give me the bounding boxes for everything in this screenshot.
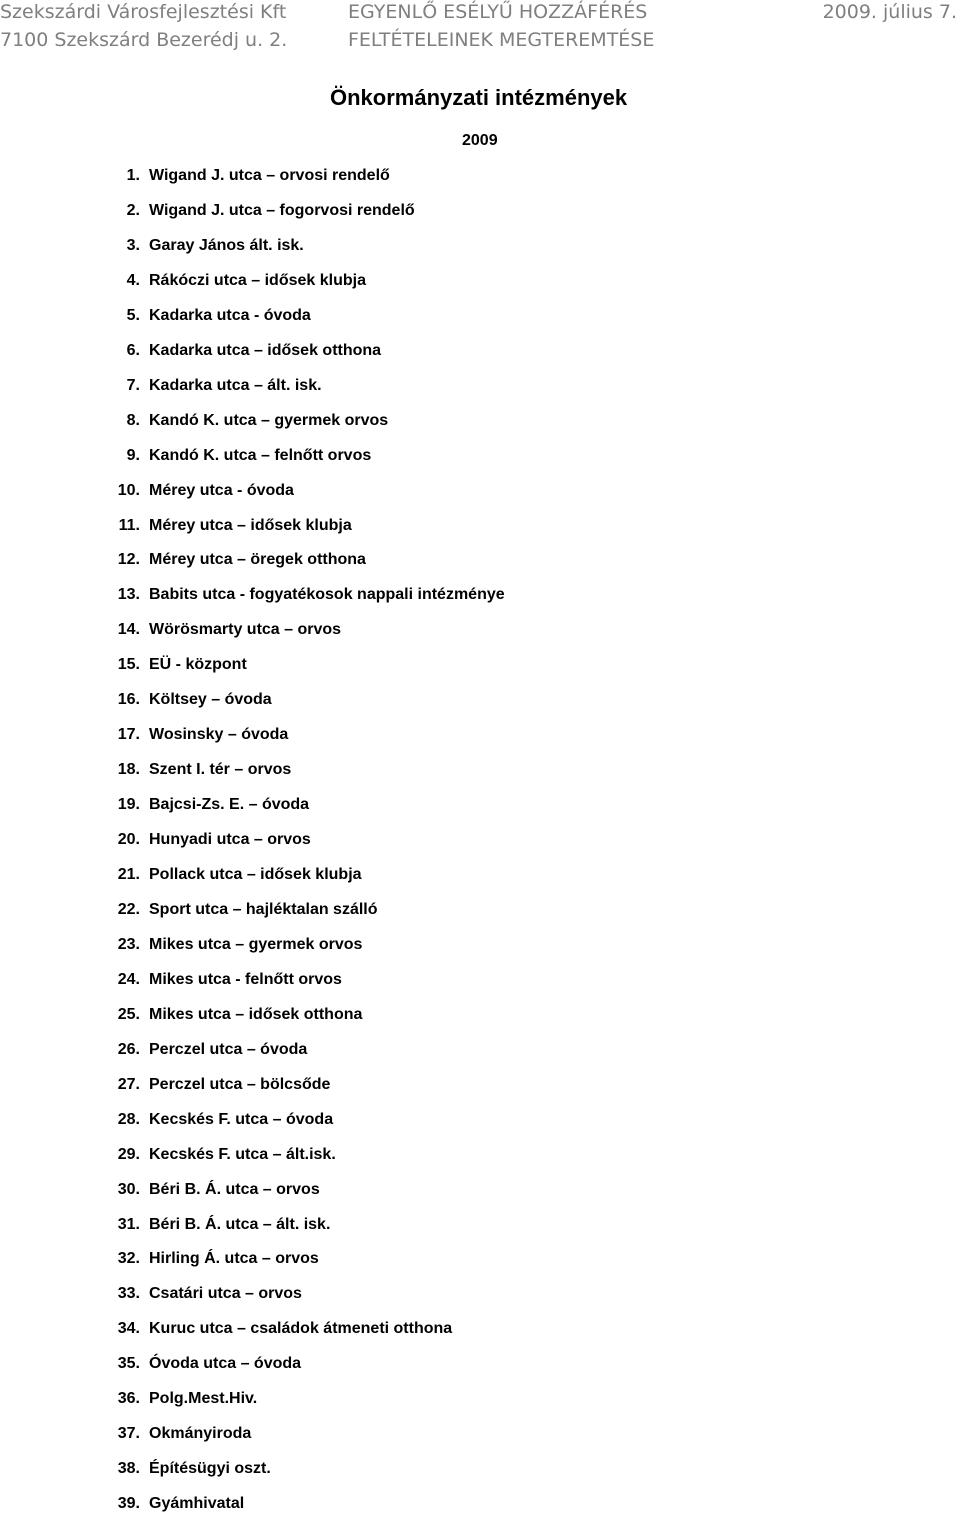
list-item-text: Pollack utca – idősek klubja [149,866,362,883]
list-item-number: 34. [117,1320,140,1337]
list-item-number: 3. [126,237,140,254]
list-item [0,620,960,640]
list-item [0,341,960,361]
list-item-number: 15. [117,656,140,673]
list-item [0,1389,960,1409]
document-year: 2009 [462,132,498,149]
list-item-number: 1. [126,167,140,184]
list-item-number: 17. [117,726,140,743]
list-item-number: 7. [126,377,140,394]
list-item-text: EÜ - központ [149,656,247,673]
list-item-text: Kadarka utca – ált. isk. [149,377,322,394]
header-address: 7100 Szekszárd Bezerédj u. 2. [0,29,288,51]
list-item-number: 36. [117,1390,140,1407]
list-item [0,655,960,675]
list-item-text: Bajcsi-Zs. E. – óvoda [149,796,310,813]
list-item-number: 16. [117,691,140,708]
list-item [0,1354,960,1374]
list-item-text: Szent I. tér – orvos [149,761,292,778]
list-item [0,725,960,745]
list-item-number: 8. [126,412,140,429]
list-item-number: 38. [117,1460,140,1477]
list-item-number: 24. [117,971,140,988]
list-item [0,1249,960,1269]
list-item [0,1215,960,1235]
list-item-text: Kecskés F. utca – ált.isk. [149,1146,336,1163]
list-item-text: Gyámhivatal [149,1495,245,1512]
header-organization: Szekszárdi Városfejlesztési Kft [0,1,287,23]
list-item-text: Rákóczi utca – idősek klubja [149,272,366,289]
list-item-number: 23. [117,936,140,953]
list-item-number: 18. [117,761,140,778]
list-item [0,481,960,501]
list-item-number: 2. [126,202,140,219]
list-item-number: 4. [126,272,140,289]
list-item-text: Béri B. Á. utca – ált. isk. [149,1216,331,1233]
list-item-text: Mikes utca – gyermek orvos [149,936,363,953]
list-item-text: Babits utca - fogyatékosok nappali intézménye [149,586,505,603]
list-item-text: Csatári utca – orvos [149,1285,302,1302]
list-item [0,1110,960,1130]
list-item-text: Kadarka utca - óvoda [149,307,311,324]
header-title-line1: EGYENLŐ ESÉLYŰ HOZZÁFÉRÉS [348,1,648,23]
list-item-text: Wigand J. utca – fogorvosi rendelő [149,202,415,219]
list-item-text: Mikes utca - felnőtt orvos [149,971,342,988]
list-item-number: 12. [117,551,140,568]
document-title: Önkormányzati intézmények [330,85,628,110]
list-item [0,236,960,256]
list-item [0,1040,960,1060]
list-item-text: Költsey – óvoda [149,691,272,708]
list-item-text: Wigand J. utca – orvosi rendelő [149,167,390,184]
list-item [0,970,960,990]
list-item-text: Mérey utca – idősek klubja [149,517,352,534]
list-item-number: 21. [117,866,140,883]
list-item-number: 9. [126,447,140,464]
list-item [0,446,960,466]
list-item [0,795,960,815]
list-item-text: Kadarka utca – idősek otthona [149,342,382,359]
list-item [0,1145,960,1165]
list-item [0,1005,960,1025]
list-item-number: 19. [117,796,140,813]
list-item [0,900,960,920]
list-item-text: Mérey utca - óvoda [149,482,294,499]
list-item [0,1284,960,1304]
list-item-number: 32. [117,1250,140,1267]
list-item-number: 30. [117,1181,140,1198]
list-item [0,830,960,850]
list-item-number: 14. [117,621,140,638]
list-item [0,376,960,396]
list-item-number: 37. [117,1425,140,1442]
list-item [0,550,960,570]
list-item-text: Kandó K. utca – gyermek orvos [149,412,389,429]
list-item-text: Béri B. Á. utca – orvos [149,1181,320,1198]
list-item [0,585,960,605]
list-item-text: Wosinsky – óvoda [149,726,289,743]
list-item [0,935,960,955]
list-item [0,865,960,885]
list-item [0,760,960,780]
list-item [0,166,960,186]
list-item-text: Garay János ált. isk. [149,237,304,254]
list-item-text: Perczel utca – óvoda [149,1041,308,1058]
list-item [0,201,960,221]
list-item-text: Kuruc utca – családok átmeneti otthona [149,1320,453,1337]
header-title-line2: FELTÉTELEINEK MEGTEREMTÉSE [348,29,655,51]
list-item-number: 11. [118,517,140,534]
list-item-text: Hunyadi utca – orvos [149,831,311,848]
list-item-number: 31. [117,1216,140,1233]
list-item-number: 25. [117,1006,140,1023]
list-item-number: 22. [117,901,140,918]
list-item-text: Óvoda utca – óvoda [149,1355,302,1372]
list-item-text: Mikes utca – idősek otthona [149,1006,363,1023]
list-item-text: Sport utca – hajléktalan szálló [149,901,378,918]
list-item-text: Mérey utca – öregek otthona [149,551,366,568]
list-item [0,1180,960,1200]
list-item-number: 33. [117,1285,140,1302]
list-item-number: 13. [117,586,140,603]
list-item [0,1424,960,1444]
list-item-text: Wörösmarty utca – orvos [149,621,342,638]
list-item-text: Kandó K. utca – felnőtt orvos [149,447,372,464]
list-item [0,1459,960,1479]
list-item [0,271,960,291]
list-item-number: 6. [126,342,140,359]
list-item [0,516,960,536]
list-item [0,1319,960,1339]
list-item-text: Kecskés F. utca – óvoda [149,1111,334,1128]
list-item-number: 35. [117,1355,140,1372]
list-item-number: 20. [117,831,140,848]
list-item [0,411,960,431]
list-item-number: 10. [117,482,140,499]
list-item-number: 27. [117,1076,140,1093]
list-item-number: 29. [117,1146,140,1163]
list-item-number: 26. [117,1041,140,1058]
list-item-text: Polg.Mest.Hiv. [149,1390,258,1407]
list-item-text: Perczel utca – bölcsőde [149,1076,331,1093]
list-item [0,1494,960,1514]
list-item-text: Okmányiroda [149,1425,252,1442]
list-item-number: 5. [126,307,140,324]
list-item-number: 39. [117,1495,140,1512]
list-item [0,1075,960,1095]
list-item [0,306,960,326]
list-item-number: 28. [117,1111,140,1128]
list-item-text: Hirling Á. utca – orvos [149,1250,319,1267]
list-item-text: Építésügyi oszt. [149,1460,271,1477]
header-date: 2009. július 7. [822,1,957,23]
list-item [0,690,960,710]
